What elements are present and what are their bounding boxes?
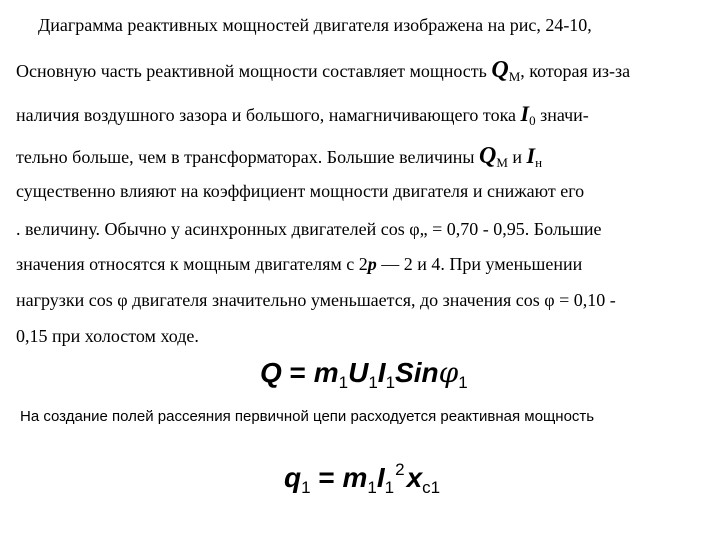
text-line-5: существенно влияют на коэффициент мощности двигателя и снижают его — [16, 181, 585, 201]
formula-symbol: Sin — [395, 357, 439, 388]
text-fragment: тельно больше, чем в трансформаторах. Большие величины — [16, 147, 479, 167]
text-fragment: Основную часть реактивной мощности составляет мощность — [16, 61, 492, 81]
formula-symbol: x — [406, 462, 423, 493]
formula-subscript: 1 — [367, 478, 377, 497]
formula-symbol: Q — [260, 357, 282, 388]
formula-subscript: 1 — [301, 478, 311, 497]
text-fragment: значи- — [535, 105, 589, 125]
formula-subscript: 1 — [458, 373, 468, 392]
formula-symbol: m — [342, 462, 368, 493]
formula-symbol: I — [377, 357, 386, 388]
formula-subscript: 1 — [338, 373, 349, 392]
formula-superscript: 2 — [395, 460, 405, 479]
text-line-3 — [16, 103, 589, 132]
text-line-9: 0,15 при холостом ходе. — [16, 326, 199, 346]
formula-subscript: c1 — [422, 478, 441, 497]
subscript: н — [535, 155, 543, 170]
symbol-q: Q — [491, 57, 509, 83]
formula-symbol: U — [348, 357, 369, 388]
text-fragment: , которая из-за — [520, 61, 631, 81]
text-fragment: наличия воздушного зазора и большого, намагничивающего тока — [16, 105, 521, 125]
symbol-p: p — [367, 254, 377, 274]
formula-symbol: φ — [438, 356, 459, 389]
formula-subscript: 1 — [385, 373, 396, 392]
formula-leakage-power — [284, 460, 440, 498]
symbol-q: Q — [478, 143, 497, 169]
formula-symbol: q — [284, 462, 302, 493]
text-fragment: — 2 и 4. При уменьшении — [376, 254, 583, 274]
symbol-i: I — [526, 143, 536, 168]
formula-reactive-power — [260, 356, 468, 393]
text-line-7 — [16, 253, 582, 275]
text-fragment: и — [507, 147, 527, 167]
text-line-2 — [16, 59, 630, 88]
formula-subscript: 1 — [384, 478, 395, 497]
formula-equals: = — [281, 357, 314, 388]
text-line-8: нагрузки cos φ двигателя значительно уменьшается, до значения cos φ = 0,10 - — [16, 290, 616, 310]
subscript: 0 — [529, 113, 536, 128]
subscript: M — [508, 69, 521, 84]
subscript: M — [496, 155, 508, 170]
symbol-i: I — [520, 101, 530, 126]
formula-symbol: m — [313, 357, 339, 388]
text-line-6: . величину. Обычно у асинхронных двигателей cos φ„ = 0,70 - 0,95. Большие — [16, 219, 602, 239]
text-line-4 — [16, 145, 542, 174]
formula-subscript: 1 — [368, 373, 378, 392]
text-note: На создание полей рассеяния первичной цепи расходуется реактивная мощность — [20, 408, 595, 425]
formula-symbol: I — [376, 462, 385, 493]
formula-equals: = — [310, 462, 343, 493]
text-fragment: значения относятся к мощным двигателям с 2 — [16, 254, 368, 274]
text-line-1: Диаграмма реактивных мощностей двигателя изображена на рис, 24-10, — [38, 15, 592, 35]
